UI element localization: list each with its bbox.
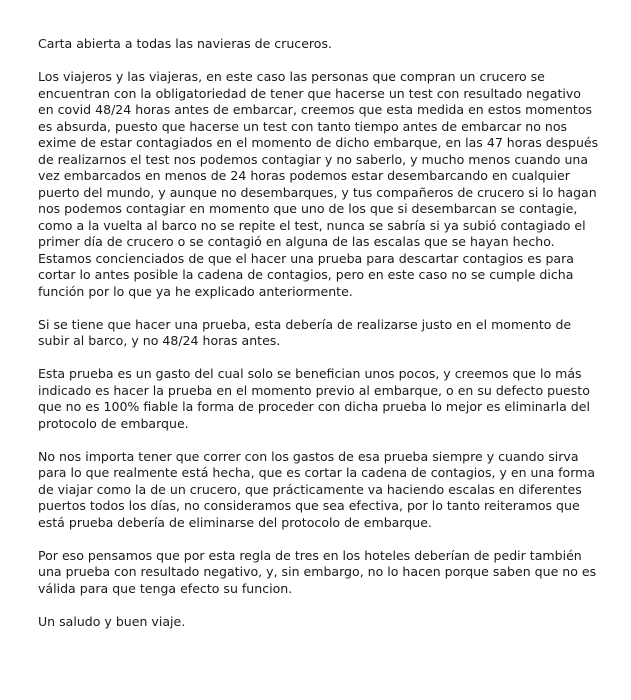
closing-line: Un saludo y buen viaje. [38,613,186,629]
letter-title: Carta abierta a todas las navieras de cruceros. [38,36,332,51]
paragraph-4: Esta prueba es un gasto del cual solo se benefician unos pocos, y creemos que lo más indicado es hacer la prueba en el momento previo al embarque, o en su defecto puesto que no es 100% fiable la forma de proceder con dicha prueba lo mejor es eliminarla del protocolo de embarque. [38,366,590,431]
paragraph-2: Estamos concienciados de que el hacer una prueba para descartar contagios es para cortar lo antes posible la cadena de contagios, pero en este caso no se cumple dicha función por lo que ya he explicado anteriormente. [38,250,574,299]
paragraph-1: Los viajeros y las viajeras, en este caso las personas que compran un crucero se encuentran con la obligatoriedad de tener que hacerse un test con resultado negativo en covid 48/24 horas antes de embarcar, creemos que esta medida en estos momentos es absurda, puesto que hacerse un test con tanto tiempo antes de embarcar no nos exime de estar contagiados en el momento de dicho embarque, en las 47 horas después de realizarnos el test nos podemos contagiar y no saberlo, y mucho menos cuando una vez embarcados en menos de 24 horas podemos estar desembarcando en cualquier puerto del mundo, y aunque no desembarques, y tus compañeros de crucero si lo hagan nos podemos contagiar en momento que uno de los que si desembarcan se contagie, como a la vuelta al barco no se repite el test, nunca se sabría si ya subió contagiado el primer día de crucero o se contagió en alguna de las escalas que se hayan hecho. [38,69,599,249]
paragraph-5: No nos importa tener que correr con los gastos de esa prueba siempre y cuando sirva para lo que realmente está hecha, que es cortar la cadena de contagios, y en una forma de viajar como la de un crucero, que prácticamente va haciendo escalas en diferentes puertos todos los días, no consideramos que sea efectiva, por lo tanto reiteramos que está prueba debería de eliminarse del protocolo de embarque. [38,448,596,530]
paragraph-6: Por eso pensamos que por esta regla de tres en los hoteles deberían de pedir también una prueba con resultado negativo, y, sin embargo, no lo hacen porque saben que no es válida para que tenga efecto su funcion. [38,547,597,596]
letter-body [38,36,600,647]
paragraph-3: Si se tiene que hacer una prueba, esta debería de realizarse justo en el momento de subir al barco, y no 48/24 horas antes. [38,316,572,348]
